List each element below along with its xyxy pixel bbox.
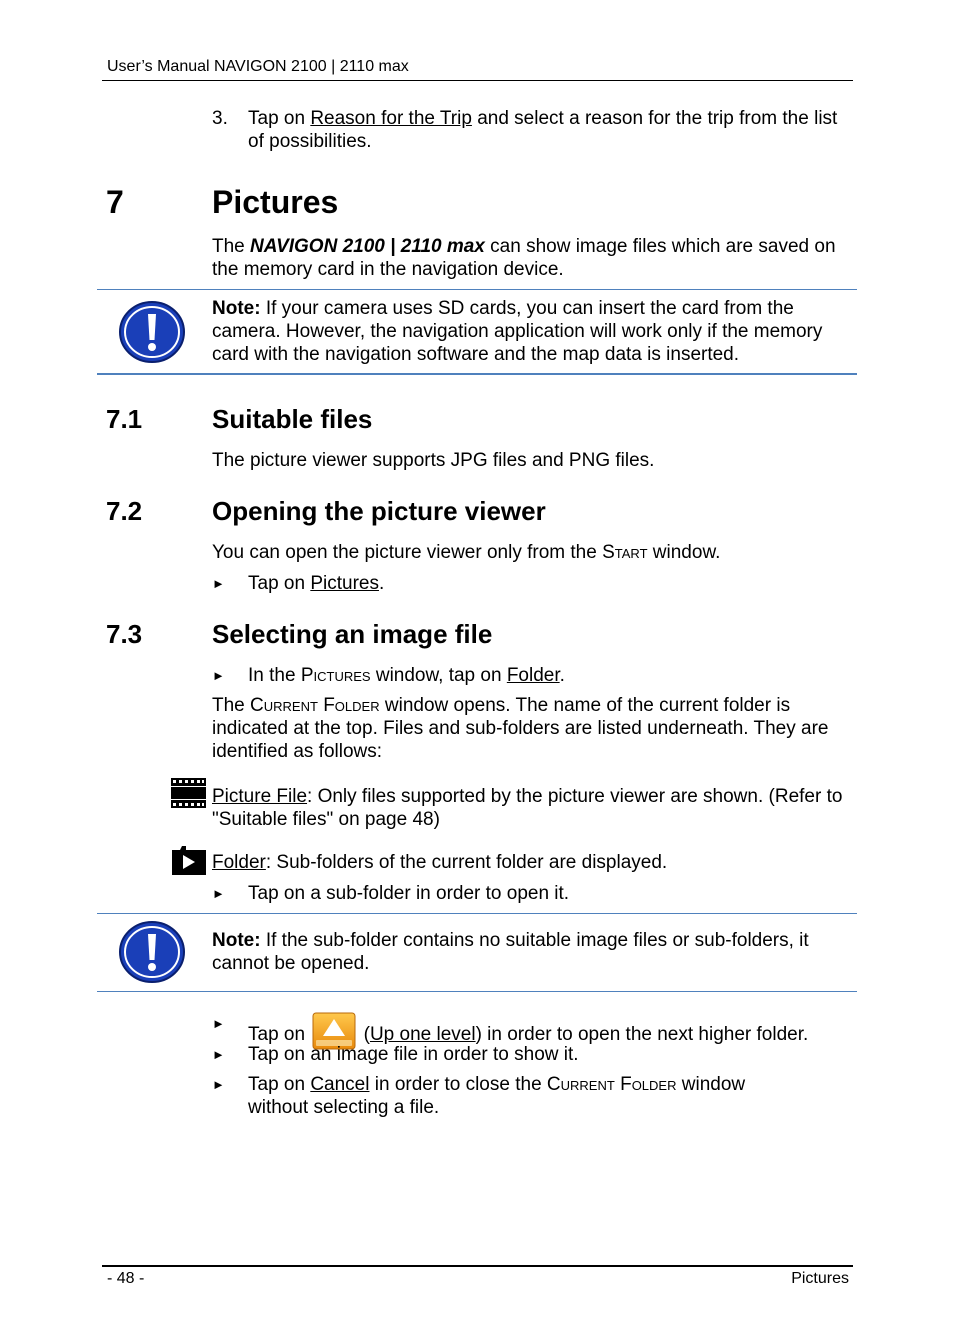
header-rule bbox=[102, 80, 853, 81]
note-label: Note: bbox=[212, 298, 261, 319]
section-title: Selecting an image file bbox=[212, 619, 493, 649]
folder-arrow-icon bbox=[172, 846, 206, 875]
bullet-icon: ► bbox=[212, 1016, 225, 1031]
bullet-icon: ► bbox=[212, 668, 225, 683]
up-one-level-link[interactable]: Up one level bbox=[369, 1024, 476, 1045]
section1-text: The picture viewer supports JPG files and PNG files. bbox=[212, 450, 655, 471]
product-name: NAVIGON 2100 | 2110 max bbox=[250, 236, 485, 257]
note-label: Note: bbox=[212, 930, 261, 951]
note1-text: Note: If your camera uses SD cards, you can insert the card from the camera. However, the navigation application will work only if the memory card with the navigation software and the map data is inserted. bbox=[212, 298, 823, 365]
chapter-title: Pictures bbox=[212, 184, 339, 220]
footer-rule bbox=[102, 1265, 853, 1267]
page-number: - 48 - bbox=[107, 1270, 145, 1287]
section-number: 7.2 bbox=[106, 496, 143, 526]
note2-text: Note: If the sub-folder contains no suitable image files or sub-folders, it cannot be opened. bbox=[212, 930, 809, 974]
note-top-rule bbox=[97, 289, 857, 290]
bullet-icon: ► bbox=[212, 576, 225, 591]
section3-text: The Current Folder window opens. The name of the current folder is indicated at the top. Files and sub-folders are listed underneath. They are identified as follows: bbox=[212, 695, 829, 762]
footer-section: Pictures bbox=[791, 1270, 849, 1287]
section-number: 7.3 bbox=[106, 619, 143, 649]
section-number: 7.1 bbox=[106, 404, 143, 434]
folder-entry: Folder: Sub-folders of the current folder are displayed. bbox=[212, 852, 668, 873]
cancel-link[interactable]: Cancel bbox=[310, 1074, 370, 1095]
pictures-link[interactable]: Pictures bbox=[310, 573, 379, 594]
bullet-icon: ► bbox=[212, 1047, 225, 1062]
film-strip-icon bbox=[171, 778, 206, 808]
step-text: Tap on Reason for the Trip and select a reason for the trip from the list of possibilities. bbox=[248, 108, 838, 152]
folder-link[interactable]: Folder bbox=[506, 665, 560, 686]
bullet-icon: ► bbox=[212, 886, 225, 901]
picture-file-link[interactable]: Picture File bbox=[212, 786, 308, 807]
folder-link[interactable]: Folder bbox=[212, 852, 266, 873]
chapter-intro: The NAVIGON 2100 | 2110 max can show image files which are saved on the memory card in the navigation device. bbox=[212, 236, 836, 280]
note-bottom-rule bbox=[97, 991, 857, 992]
exclamation-icon bbox=[118, 920, 186, 984]
exclamation-icon bbox=[118, 300, 186, 364]
running-header: User’s Manual NAVIGON 2100 | 2110 max bbox=[107, 58, 409, 75]
reason-for-trip-link[interactable]: Reason for the Trip bbox=[310, 108, 472, 129]
chapter-number: 7 bbox=[106, 184, 124, 220]
section-title: Suitable files bbox=[212, 404, 373, 434]
step-number: 3. bbox=[212, 108, 228, 129]
note-bottom-rule bbox=[97, 373, 857, 375]
section2-text: You can open the picture viewer only from the Start window. bbox=[212, 542, 721, 563]
bullet-icon: ► bbox=[212, 1077, 225, 1092]
picture-file-entry: Picture File: Only files supported by the picture viewer are shown. (Refer to "Suitable files" on page 48) bbox=[212, 786, 843, 830]
note-top-rule bbox=[97, 913, 857, 914]
section-title: Opening the picture viewer bbox=[212, 496, 546, 526]
